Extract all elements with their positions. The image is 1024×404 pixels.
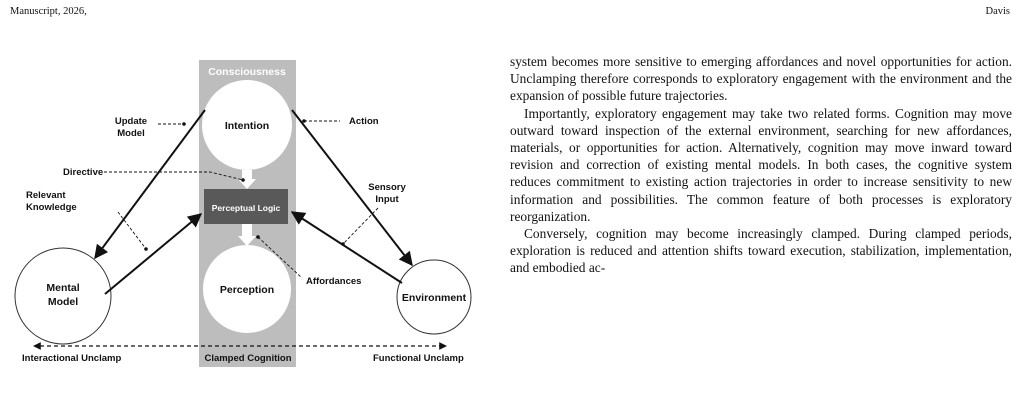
clamped-cognition-label: Clamped Cognition: [204, 353, 292, 364]
update-model-dot: [182, 122, 186, 126]
relevant-knowledge-leader: [118, 212, 146, 249]
functional-unclamp-label: Functional Unclamp: [373, 353, 464, 364]
paragraph: system becomes more sensitive to emerging affordances and novel opportunities for action. Unclamping therefore corresponds to exploratory engagement with the environment and the expansion of possible future trajectories.: [510, 54, 1012, 104]
perceptual-logic-label: Perceptual Logic: [211, 203, 281, 213]
environment-label: Environment: [401, 292, 467, 304]
mental-model-label-line2: Model: [47, 296, 79, 308]
relevant-knowledge-label-line2: Knowledge: [26, 202, 77, 213]
perception-label: Perception: [219, 284, 275, 296]
sensory-input-label-line1: Sensory: [368, 182, 406, 193]
directive-dot: [241, 178, 245, 182]
sensory-input-leader: [343, 208, 378, 244]
relevant-knowledge-label-line1: Relevant: [26, 190, 66, 201]
update-model-label-line1: Update: [114, 116, 148, 127]
paragraph: Conversely, cognition may become increasingly clamped. During clamped periods, exploration is reduced and attention shifts toward execution, stabilization, implementation, and embodied ac-: [510, 226, 1012, 276]
update-model-arrow: [95, 110, 205, 258]
running-header-left: Manuscript, 2026,: [10, 6, 87, 17]
paragraph: Importantly, exploratory engagement may take two related forms. Cognition may move outward toward inspection of the external environment, searching for new affordances, materials, or opportunities for action. Alternatively, cognition may move inward toward revision and correction of existing mental models. In both cases, the cognitive system reduces commitment to existing action trajectories in order to increase sensitivity to new information and possibilities. The common feature of both processes is exploratory reorganization.: [510, 105, 1012, 224]
action-label: Action: [349, 116, 379, 127]
action-dot: [302, 119, 306, 123]
cognition-diagram: [0, 0, 500, 404]
affordances-dot: [256, 235, 260, 239]
running-header-right: Davis: [985, 6, 1010, 17]
mental-model-label-line1: Mental: [46, 282, 80, 294]
relevant-knowledge-dot: [144, 247, 148, 251]
consciousness-title: Consciousness: [208, 66, 286, 78]
directive-label: Directive: [63, 167, 104, 178]
sensory-input-arrow: [292, 212, 402, 283]
intention-label: Intention: [224, 120, 270, 132]
interactional-unclamp-label: Interactional Unclamp: [22, 353, 122, 364]
body-text: [510, 53, 1012, 277]
update-model-label-line2: Model: [117, 128, 145, 139]
affordances-label: Affordances: [306, 276, 362, 287]
sensory-input-label-line2: Input: [375, 194, 399, 205]
sensory-input-dot: [341, 242, 345, 246]
